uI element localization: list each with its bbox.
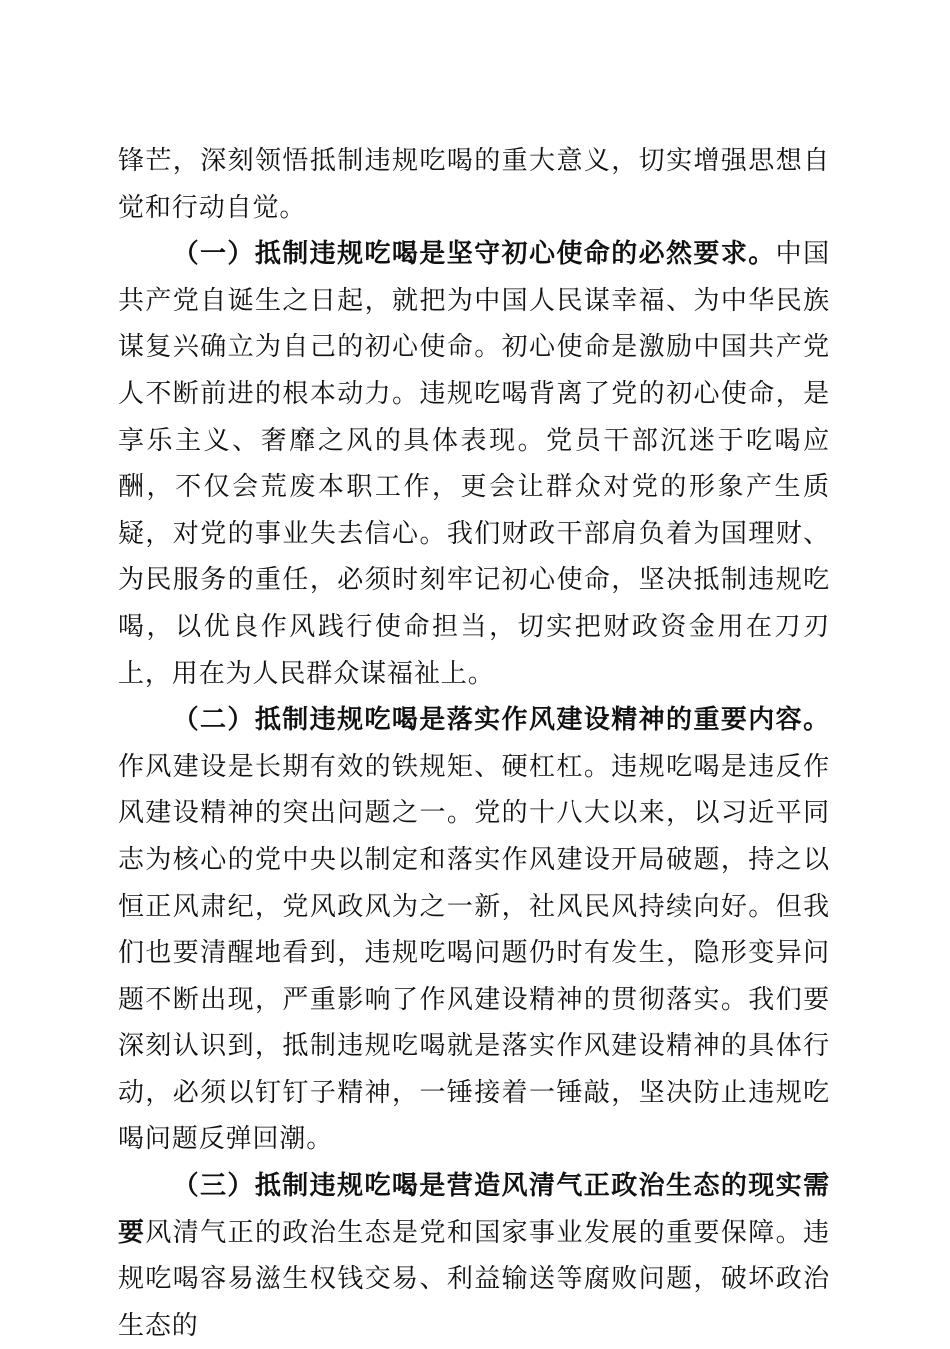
paragraph-body: 锋芒，深刻领悟抵制违规吃喝的重大意义，切实增强思想自觉和行动自觉。 <box>118 146 830 223</box>
paragraph-section-3 <box>118 1163 830 1349</box>
document-body <box>118 138 830 1349</box>
section-heading: （三）抵制违规吃喝是营造风清气正政治生态的现实需要 <box>118 1171 830 1248</box>
paragraph-body: 作风建设是长期有效的铁规矩、硬杠杠。违规吃喝是违反作风建设精神的突出问题之一。党的十八大以来，以习近平同志为核心的党中央以制定和落实作风建设开局破题，持之以恒正风肃纪，党风政风为之一新，社风民风持续向好。但我们也要清醒地看到，违规吃喝问题仍时有发生，隐形变异问题不断出现，严重影响了作风建设精神的贯彻落实。我们要深刻认识到，抵制违规吃喝就是落实作风建设精神的具体行动，必须以钉钉子精神，一锤接着一锤敲，坚决防止违规吃喝问题反弹回潮。 <box>118 751 830 1155</box>
section-heading: （一）抵制违规吃喝是坚守初心使命的必然要求。 <box>172 239 776 270</box>
paragraph-intro <box>118 138 830 231</box>
paragraph-section-2 <box>118 697 830 1163</box>
section-heading: （二）抵制违规吃喝是落实作风建设精神的重要内容。 <box>172 705 830 736</box>
paragraph-body: 风清气正的政治生态是党和国家事业发展的重要保障。违规吃喝容易滋生权钱交易、利益输送等腐败问题，破坏政治生态的 <box>118 1217 830 1341</box>
paragraph-section-1 <box>118 231 830 697</box>
paragraph-body: 中国共产党自诞生之日起，就把为中国人民谋幸福、为中华民族谋复兴确立为自己的初心使命。初心使命是激励中国共产党人不断前进的根本动力。违规吃喝背离了党的初心使命，是享乐主义、奢靡之风的具体表现。党员干部沉迷于吃喝应酬，不仅会荒废本职工作，更会让群众对党的形象产生质疑，对党的事业失去信心。我们财政干部肩负着为国理财、为民服务的重任，必须时刻牢记初心使命，坚决抵制违规吃喝，以优良作风践行使命担当，切实把财政资金用在刀刃上，用在为人民群众谋福祉上。 <box>118 239 830 689</box>
